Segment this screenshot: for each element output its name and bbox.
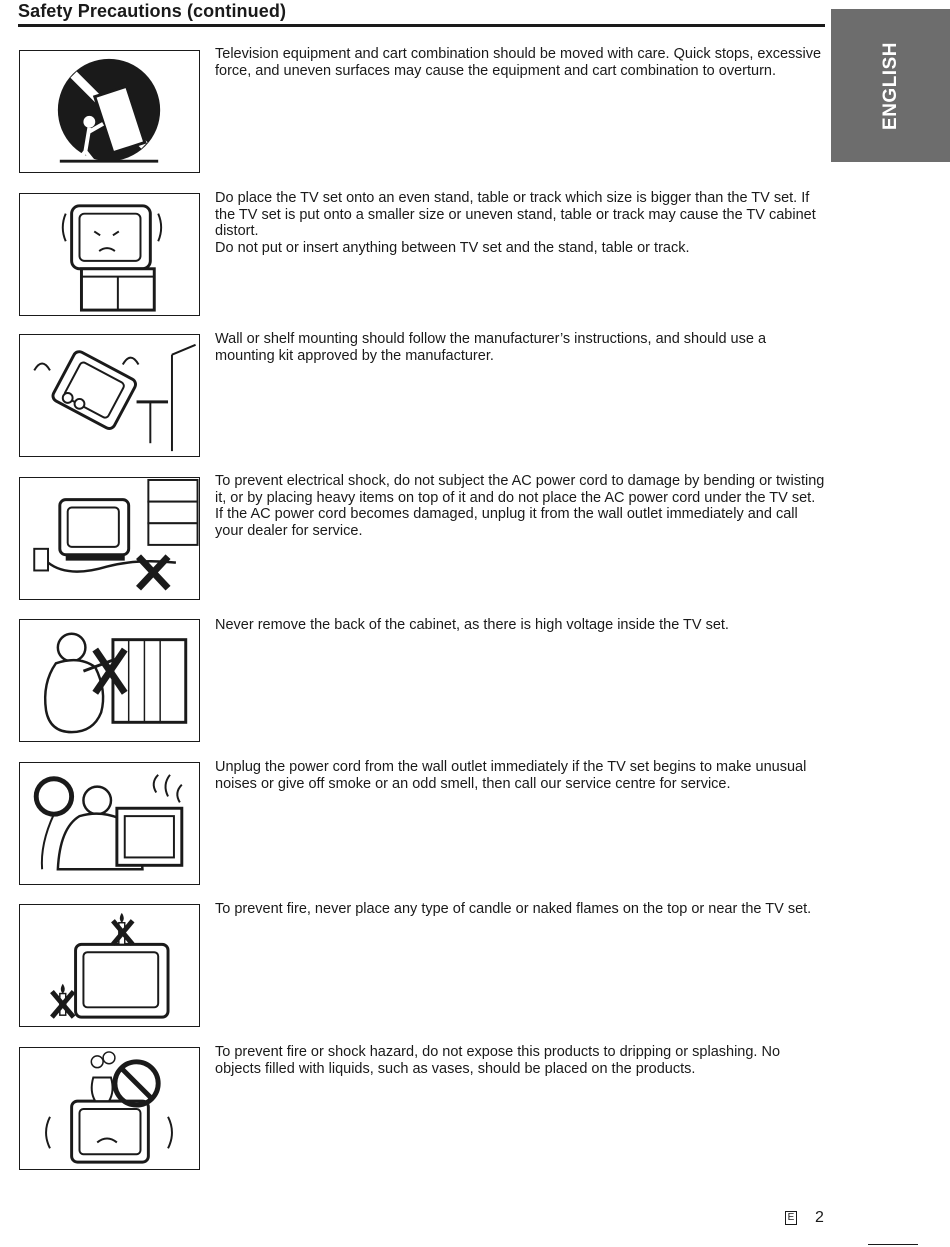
- tv-on-stand-icon: [19, 193, 200, 316]
- tv-cart-tipping-warning-icon: [19, 50, 200, 173]
- item-line: Do not put or insert anything between TV set and the stand, table or track.: [215, 239, 690, 256]
- item-text-8: [215, 1044, 827, 1077]
- unplug-smoke-icon: [19, 762, 200, 885]
- language-tab-label: ENGLISH: [879, 41, 901, 130]
- item-text-7: [215, 901, 827, 918]
- item-line: To prevent fire or shock hazard, do not expose this products to dripping or splashing. No objects filled with liquids, such as vases, should be placed on the products.: [215, 1044, 781, 1077]
- page-number: 2: [815, 1209, 824, 1226]
- item-line: Do place the TV set onto an even stand, table or track which size is bigger than the TV set. If the TV set is put onto a smaller size or uneven stand, table or track may cause the TV cabinet distort.: [215, 190, 816, 239]
- item-text-5: [215, 617, 827, 634]
- item-text-6: [215, 759, 827, 792]
- vase-on-tv-icon: [19, 1047, 200, 1170]
- item-line: To prevent fire, never place any type of candle or naked flames on the top or near the TV set.: [215, 901, 812, 917]
- item-text-2: [215, 190, 827, 256]
- page-title: Safety Precautions (continued): [18, 1, 287, 21]
- item-line: Unplug the power cord from the wall outlet immediately if the TV set begins to make unusual noises or give off smoke or an odd smell, then call our service centre for service.: [215, 759, 807, 792]
- tv-falling-from-shelf-icon: [19, 334, 200, 457]
- footer-divider: [868, 1244, 918, 1245]
- language-tab: [831, 9, 950, 162]
- item-line: Television equipment and cart combination should be moved with care. Quick stops, excessive force, and uneven surfaces may cause the equipment and cart combination to overturn.: [215, 46, 822, 79]
- title-divider: [18, 24, 825, 27]
- item-text-1: [215, 46, 827, 79]
- item-line: To prevent electrical shock, do not subject the AC power cord to damage by bending or twisting it, or by placing heavy items on top of it and do not place the AC power cord under the TV set. If the AC power cord becomes damaged, unplug it from the wall outlet immediately and call your dealer for service.: [215, 473, 825, 539]
- item-line: Never remove the back of the cabinet, as there is high voltage inside the TV set.: [215, 617, 729, 633]
- item-text-3: [215, 331, 827, 364]
- item-line: Wall or shelf mounting should follow the manufacturer’s instructions, and should use a mounting kit approved by the manufacturer.: [215, 331, 767, 364]
- item-text-4: [215, 473, 827, 539]
- candle-on-tv-icon: [19, 904, 200, 1027]
- tv-on-power-cord-icon: [19, 477, 200, 600]
- remove-back-cabinet-icon: [19, 619, 200, 742]
- language-code-box: E: [785, 1211, 797, 1225]
